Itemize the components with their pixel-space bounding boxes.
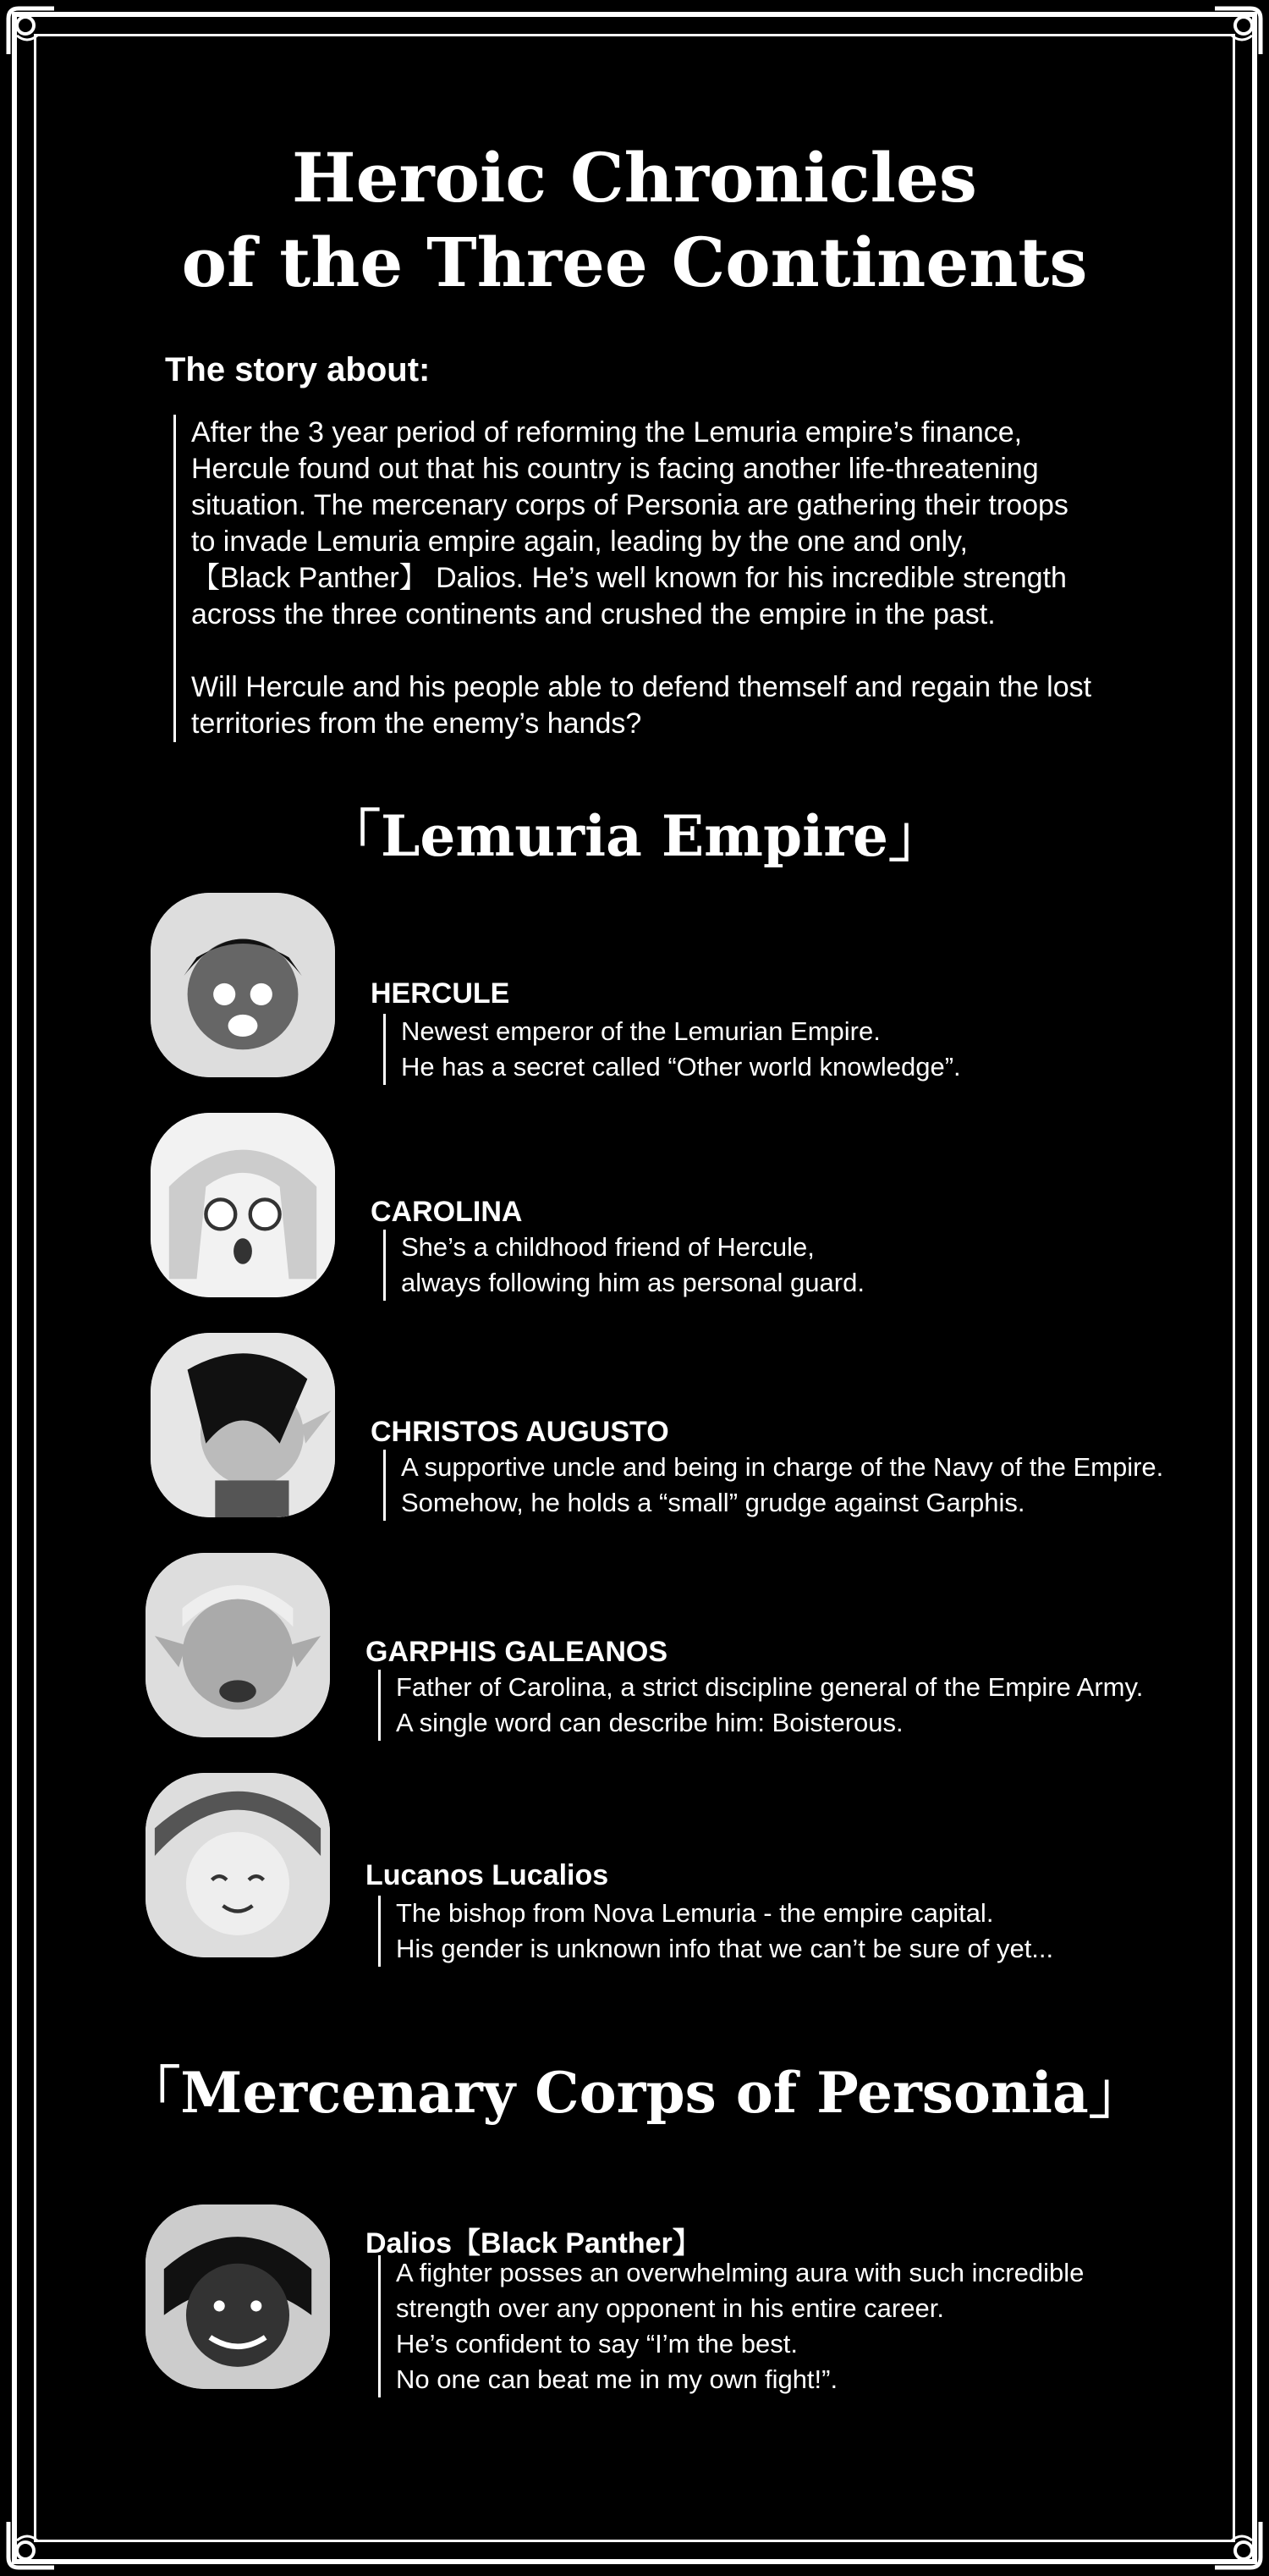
portrait-warrior-icon [146,2204,330,2389]
story-line: territories from the enemy’s hands? [191,707,642,740]
character-description [383,1230,865,1301]
portrait-old-elf-icon [146,1553,330,1737]
description-line: A single word can describe him: Boisterous. [396,1708,904,1737]
description-line: She’s a childhood friend of Hercule, [401,1232,815,1262]
character-lucanos [0,1773,1269,1968]
portrait-girl-icon [151,1113,335,1297]
description-line: Somehow, he holds a “small” grudge against Garphis. [401,1488,1025,1517]
section-title-personia: 「Mercenary Corps of Personia」 [124,2060,1145,2126]
description-line: A supportive uncle and being in charge of the Navy of the Empire. [401,1452,1164,1482]
description-line: strength over any opponent in his entire career. [396,2293,944,2323]
character-carolina [0,1113,1269,1307]
story-paragraph-1 [191,415,1164,633]
story-line: to invade Lemuria empire again, leading by the one and only, [191,526,968,558]
character-hercule [0,893,1269,1087]
character-name: Lucanos Lucalios [365,1859,609,1891]
character-garphis [0,1553,1269,1748]
description-line: His gender is unknown info that we can’t be sure of yet... [396,1934,1054,1963]
character-name: Dalios【Black Panther】 [365,2227,701,2260]
section-title-lemuria: 「Lemuria Empire」 [325,803,944,869]
page-title [0,135,1269,305]
title-line: Heroic Chronicles [292,138,977,217]
story-line: situation. The mercenary corps of Personia are gathering their troops [191,489,1068,521]
story-line: Will Hercule and his people able to defend themself and regain the lost [191,671,1092,703]
character-description [378,1670,1143,1741]
ornament-corner-icon [2,2,61,61]
story-heading: The story about: [165,351,431,388]
ornament-corner-icon [2,2515,61,2574]
character-name: GARPHIS GALEANOS [365,1636,668,1668]
story-line: across the three continents and crushed the empire in the past. [191,598,996,630]
description-line: A fighter posses an overwhelming aura with such incredible [396,2258,1085,2287]
character-description [378,2255,1084,2397]
ornament-corner-icon [1208,2,1267,61]
character-christos [0,1333,1269,1527]
story-paragraph-2 [191,669,1164,742]
character-description [383,1450,1163,1521]
character-name: CHRISTOS AUGUSTO [371,1416,669,1448]
character-description [378,1896,1053,1967]
story-line: 【Black Panther】 Dalios. He’s well known for his incredible strength [191,562,1067,594]
character-description [383,1014,961,1085]
title-line: of the Three Continents [181,223,1088,302]
ornament-corner-icon [1208,2515,1267,2574]
portrait-elf-man-icon [151,1333,335,1517]
portrait-boy-icon [151,893,335,1077]
story-text [173,415,1164,742]
description-line: No one can beat me in my own fight!”. [396,2364,838,2394]
story-line: After the 3 year period of reforming the Lemuria empire’s finance, [191,416,1023,449]
description-line: He’s confident to say “I’m the best. [396,2329,798,2359]
character-name: HERCULE [371,977,510,1010]
description-line: Father of Carolina, a strict discipline general of the Empire Army. [396,1672,1144,1702]
description-line: He has a secret called “Other world knowledge”. [401,1052,961,1082]
story-line: Hercule found out that his country is facing another life-threatening [191,453,1039,485]
character-dalios [0,2200,1269,2420]
character-name: CAROLINA [371,1196,523,1228]
portrait-bishop-icon [146,1773,330,1957]
description-line: The bishop from Nova Lemuria - the empire capital. [396,1898,994,1928]
description-line: Newest emperor of the Lemurian Empire. [401,1016,881,1046]
description-line: always following him as personal guard. [401,1268,865,1297]
